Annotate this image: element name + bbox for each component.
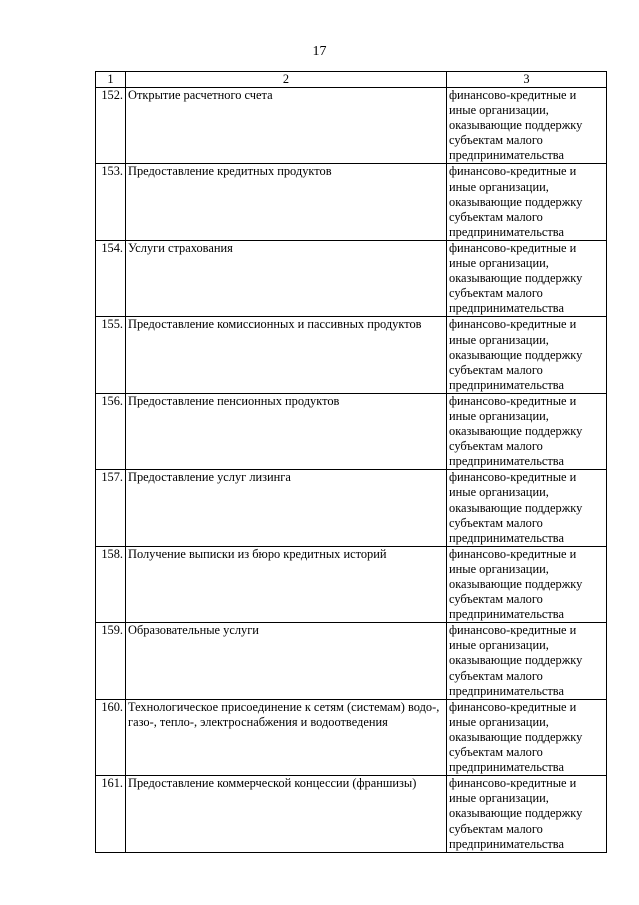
table-row (96, 470, 607, 546)
service-name: Предоставление коммерческой концессии (франшизы) (126, 776, 447, 852)
service-name: Образовательные услуги (126, 623, 447, 699)
organization-type: финансово-кредитные и иные организации, оказывающие поддержку субъектам малого предпринимательства (447, 393, 607, 469)
organization-type: финансово-кредитные и иные организации, оказывающие поддержку субъектам малого предпринимательства (447, 317, 607, 393)
table-row (96, 164, 607, 240)
table-row (96, 393, 607, 469)
service-name: Предоставление комиссионных и пассивных продуктов (126, 317, 447, 393)
table-row (96, 776, 607, 852)
row-number: 153. (96, 164, 126, 240)
table-row (96, 88, 607, 164)
table-row (96, 623, 607, 699)
organization-type: финансово-кредитные и иные организации, оказывающие поддержку субъектам малого предпринимательства (447, 470, 607, 546)
row-number: 152. (96, 88, 126, 164)
row-number: 155. (96, 317, 126, 393)
row-number: 157. (96, 470, 126, 546)
service-name: Предоставление кредитных продуктов (126, 164, 447, 240)
table-row (96, 317, 607, 393)
organization-type: финансово-кредитные и иные организации, оказывающие поддержку субъектам малого предпринимательства (447, 776, 607, 852)
column-header-organization: 3 (447, 72, 607, 88)
table-row (96, 546, 607, 622)
table-header-row (96, 72, 607, 88)
organization-type: финансово-кредитные и иные организации, оказывающие поддержку субъектам малого предпринимательства (447, 546, 607, 622)
services-table (95, 71, 607, 853)
row-number: 154. (96, 240, 126, 316)
table-row (96, 699, 607, 775)
row-number: 161. (96, 776, 126, 852)
row-number: 160. (96, 699, 126, 775)
organization-type: финансово-кредитные и иные организации, оказывающие поддержку субъектам малого предпринимательства (447, 88, 607, 164)
organization-type: финансово-кредитные и иные организации, оказывающие поддержку субъектам малого предпринимательства (447, 164, 607, 240)
table-row (96, 240, 607, 316)
service-name: Услуги страхования (126, 240, 447, 316)
row-number: 156. (96, 393, 126, 469)
column-header-service: 2 (126, 72, 447, 88)
service-name: Предоставление услуг лизинга (126, 470, 447, 546)
page-number: 17 (312, 44, 327, 59)
organization-type: финансово-кредитные и иные организации, оказывающие поддержку субъектам малого предпринимательства (447, 699, 607, 775)
service-name: Технологическое присоединение к сетям (системам) водо-, газо-, тепло-, электроснабжения и водоотведения (126, 699, 447, 775)
service-name: Открытие расчетного счета (126, 88, 447, 164)
column-header-number: 1 (96, 72, 126, 88)
service-name: Предоставление пенсионных продуктов (126, 393, 447, 469)
organization-type: финансово-кредитные и иные организации, оказывающие поддержку субъектам малого предпринимательства (447, 240, 607, 316)
row-number: 158. (96, 546, 126, 622)
organization-type: финансово-кредитные и иные организации, оказывающие поддержку субъектам малого предпринимательства (447, 623, 607, 699)
row-number: 159. (96, 623, 126, 699)
service-name: Получение выписки из бюро кредитных историй (126, 546, 447, 622)
